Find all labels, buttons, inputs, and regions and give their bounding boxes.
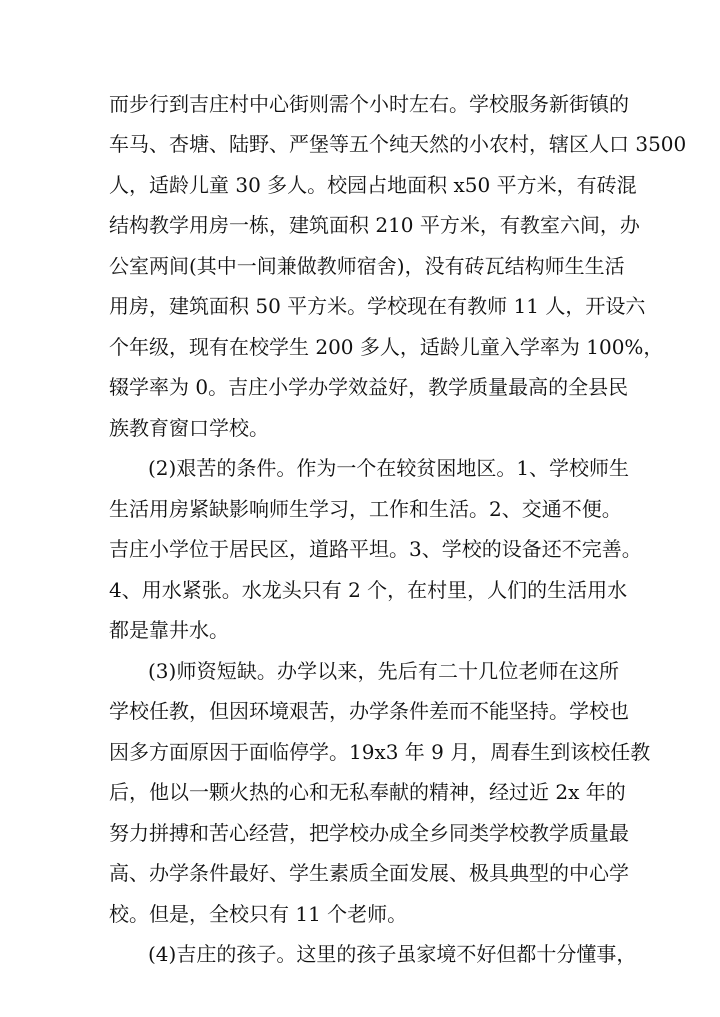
paragraph-2-line-4: 4、用水紧张。水龙头只有 2 个，在村里，人们的生活用水	[109, 578, 628, 602]
paragraph-1-line-5: 公室两间(其中一间兼做教师宿舍)，没有砖瓦结构师生生活	[109, 254, 625, 278]
paragraph-4-line-1: (4)吉庄的孩子。这里的孩子虽家境不好但都十分懂事，	[148, 942, 637, 966]
paragraph-3-line-4: 后，他以一颗火热的心和无私奉献的精神，经过近 2x 年的	[109, 780, 626, 804]
paragraph-2-line-5: 都是靠井水。	[109, 618, 229, 642]
paragraph-1-line-1: 而步行到吉庄村中心街则需个小时左右。学校服务新街镇的	[109, 92, 629, 116]
paragraph-2-line-2: 生活用房紧缺影响师生学习，工作和生活。2、交通不便。	[109, 497, 622, 521]
paragraph-3-line-6: 高、办学条件最好、学生素质全面发展、极具典型的中心学	[109, 861, 629, 885]
paragraph-1-line-4: 结构教学用房一栋，建筑面积 210 平方米，有教室六间，办	[109, 213, 640, 237]
paragraph-2-line-1: (2)艰苦的条件。作为一个在较贫困地区。1、学校师生	[148, 456, 630, 480]
paragraph-1-line-7: 个年级，现有在校学生 200 多人，适龄儿童入学率为 100%，	[109, 335, 664, 359]
paragraph-1-line-6: 用房，建筑面积 50 平方米。学校现在有教师 11 人，开设六	[109, 294, 646, 318]
paragraph-1-line-8: 辍学率为 0。吉庄小学办学效益好，教学质量最高的全县民	[109, 375, 629, 399]
paragraph-3-line-7: 校。但是，全校只有 11 个老师。	[109, 902, 408, 926]
paragraph-3-line-5: 努力拼搏和苦心经营，把学校办成全乡同类学校教学质量最	[109, 821, 629, 845]
paragraph-3-line-2: 学校任教，但因环境艰苦，办学条件差而不能坚持。学校也	[109, 699, 629, 723]
paragraph-3-line-3: 因多方面原因于面临停学。19x3 年 9 月，周春生到该校任教	[109, 740, 651, 764]
paragraph-1-line-9: 族教育窗口学校。	[109, 416, 269, 440]
paragraph-3-line-1: (3)师资短缺。办学以来，先后有二十几位老师在这所	[148, 659, 619, 683]
paragraph-1-line-2: 车马、杏塘、陆野、严堡等五个纯天然的小农村，辖区人口 3500	[109, 132, 687, 156]
paragraph-2-line-3: 吉庄小学位于居民区，道路平坦。3、学校的设备还不完善。	[109, 537, 642, 561]
paragraph-1-line-3: 人，适龄儿童 30 多人。校园占地面积 x50 平方米，有砖混	[109, 173, 637, 197]
